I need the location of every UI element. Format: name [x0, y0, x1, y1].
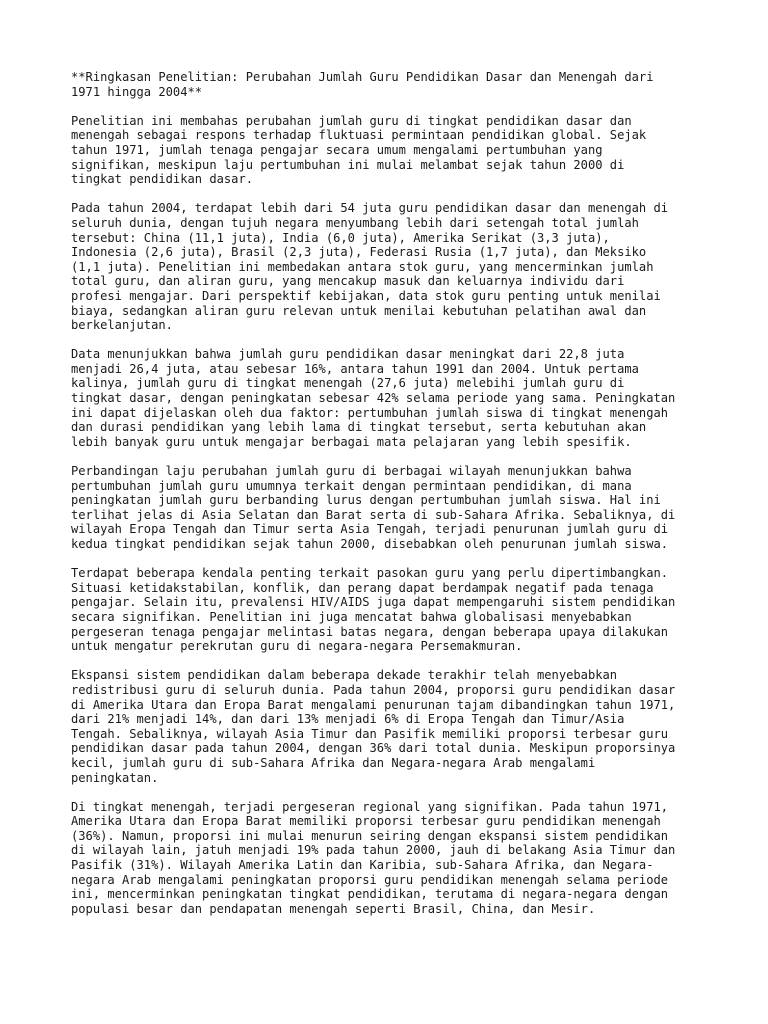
paragraph-regional-comparison: [71, 464, 699, 552]
text-line: Pada tahun 2004, terdapat lebih dari 54 juta guru pendidikan dasar dan menengah di: [71, 201, 669, 216]
document-page: [71, 70, 699, 931]
text-line: pergeseran tenaga pengajar melintasi batas negara, dengan beberapa upaya dilakukan: [71, 624, 669, 639]
text-line: Ekspansi sistem pendidikan dalam beberapa dekade terakhir telah menyebabkan: [71, 668, 618, 683]
text-line: dan durasi pendidikan yang lebih lama di tingkat tersebut, serta kebutuhan akan: [71, 420, 647, 435]
text-line: pendidikan dasar pada tahun 2004, dengan 36% dari total dunia. Meskipun proporsinya: [71, 741, 676, 756]
text-line: pengajar. Selain itu, prevalensi HIV/AIDS juga dapat mempengaruhi sistem pendidikan: [71, 595, 676, 610]
text-line: peningkatan jumlah guru berbanding lurus dengan pertumbuhan jumlah siswa. Hal ini: [71, 493, 661, 508]
text-line: tahun 1971, jumlah tenaga pengajar secara umum mengalami pertumbuhan yang: [71, 142, 603, 157]
text-line: dari 21% menjadi 14%, dan dari 13% menjadi 6% di Eropa Tengah dan Timur/Asia: [71, 712, 625, 727]
text-line: redistribusi guru di seluruh dunia. Pada tahun 2004, proporsi guru pendidikan dasar: [71, 682, 676, 697]
text-line: ini, mencerminkan peningkatan tingkat pendidikan, terutama di negara-negara dengan: [71, 887, 669, 902]
document-title: [71, 70, 699, 99]
text-line: di Amerika Utara dan Eropa Barat mengalami penurunan tajam dibandingkan tahun 1971,: [71, 697, 676, 712]
paragraph-primary-redistribution: [71, 668, 699, 785]
text-line: di wilayah lain, jatuh menjadi 19% pada tahun 2000, jauh di belakang Asia Timur dan: [71, 843, 676, 858]
text-line: kalinya, jumlah guru di tingkat menengah (27,6 juta) melebihi jumlah guru di: [71, 376, 625, 391]
text-line: Amerika Utara dan Eropa Barat memiliki proporsi terbesar guru pendidikan menengah: [71, 814, 661, 829]
text-line: total guru, dan aliran guru, yang mencakup masuk dan keluarnya individu dari: [71, 274, 625, 289]
text-line: terlihat jelas di Asia Selatan dan Barat serta di sub-Sahara Afrika. Sebaliknya, di: [71, 507, 676, 522]
text-line: tersebut: China (11,1 juta), India (6,0 juta), Amerika Serikat (3,3 juta),: [71, 230, 610, 245]
text-line: untuk mengatur perekrutan guru di negara-negara Persemakmuran.: [71, 639, 523, 654]
paragraph-intro: [71, 114, 699, 187]
text-line: (36%). Namun, proporsi ini mulai menurun seiring dengan ekspansi sistem pendidikan: [71, 828, 669, 843]
text-line: Situasi ketidakstabilan, konflik, dan perang dapat berdampak negatif pada tenaga: [71, 580, 654, 595]
text-line: kedua tingkat pendidikan sejak tahun 2000, disebabkan oleh penurunan jumlah siswa.: [71, 537, 669, 551]
paragraph-supply-constraints: [71, 566, 699, 654]
title-line: **Ringkasan Penelitian: Perubahan Jumlah Guru Pendidikan Dasar dan Menengah dari: [71, 70, 654, 84]
text-line: menjadi 26,4 juta, atau sebesar 16%, antara tahun 1991 dan 2004. Untuk pertama: [71, 361, 639, 376]
text-line: berkelanjutan.: [71, 318, 173, 333]
text-line: biaya, sedangkan aliran guru relevan untuk menilai kebutuhan pelatihan awal dan: [71, 303, 647, 318]
text-line: negara Arab mengalami peningkatan proporsi guru pendidikan menengah selama periode: [71, 872, 669, 887]
text-line: peningkatan.: [71, 770, 159, 785]
text-line: menengah sebagai respons terhadap fluktuasi permintaan pendidikan global. Sejak: [71, 128, 647, 143]
paragraph-secondary-shift: [71, 800, 699, 917]
text-line: secara signifikan. Penelitian ini juga mencatat bahwa globalisasi menyebabkan: [71, 609, 632, 624]
text-line: tingkat pendidikan dasar.: [71, 172, 254, 187]
text-line: Data menunjukkan bahwa jumlah guru pendidikan dasar meningkat dari 22,8 juta: [71, 347, 625, 362]
text-line: populasi besar dan pendapatan menengah seperti Brasil, China, dan Mesir.: [71, 901, 596, 916]
text-line: Penelitian ini membahas perubahan jumlah guru di tingkat pendidikan dasar dan: [71, 113, 632, 128]
text-line: (1,1 juta). Penelitian ini membedakan antara stok guru, yang mencerminkan jumlah: [71, 259, 654, 274]
text-line: Terdapat beberapa kendala penting terkait pasokan guru yang perlu dipertimbangkan.: [71, 566, 669, 581]
text-line: lebih banyak guru untuk mengajar berbagai mata pelajaran yang lebih spesifik.: [71, 434, 632, 449]
text-line: signifikan, meskipun laju pertumbuhan ini mulai melambat sejak tahun 2000 di: [71, 157, 625, 172]
paragraph-teacher-stock-2004: [71, 201, 699, 332]
text-line: wilayah Eropa Tengah dan Timur serta Asia Tengah, terjadi penurunan jumlah guru di: [71, 522, 669, 537]
title-line: 1971 hingga 2004**: [71, 84, 203, 99]
text-line: Tengah. Sebaliknya, wilayah Asia Timur dan Pasifik memiliki proporsi terbesar guru: [71, 726, 669, 741]
text-line: Perbandingan laju perubahan jumlah guru di berbagai wilayah menunjukkan bahwa: [71, 464, 632, 479]
text-line: pertumbuhan jumlah guru umumnya terkait dengan permintaan pendidikan, di mana: [71, 478, 632, 493]
text-line: ini dapat dijelaskan oleh dua faktor: pertumbuhan jumlah siswa di tingkat menengah: [71, 405, 669, 420]
text-line: kecil, jumlah guru di sub-Sahara Afrika dan Negara-negara Arab mengalami: [71, 755, 596, 770]
text-line: tingkat dasar, dengan peningkatan sebesar 42% selama periode yang sama. Peningkatan: [71, 391, 676, 406]
text-line: Indonesia (2,6 juta), Brasil (2,3 juta), Federasi Rusia (1,7 juta), dan Meksiko: [71, 245, 647, 260]
text-line: seluruh dunia, dengan tujuh negara menyumbang lebih dari setengah total jumlah: [71, 215, 639, 230]
text-line: profesi mengajar. Dari perspektif kebijakan, data stok guru penting untuk menilai: [71, 288, 661, 303]
text-line: Pasifik (31%). Wilayah Amerika Latin dan Karibia, sub-Sahara Afrika, dan Negara-: [71, 858, 654, 873]
text-line: Di tingkat menengah, terjadi pergeseran regional yang signifikan. Pada tahun 1971,: [71, 799, 669, 814]
paragraph-growth-data: [71, 347, 699, 449]
